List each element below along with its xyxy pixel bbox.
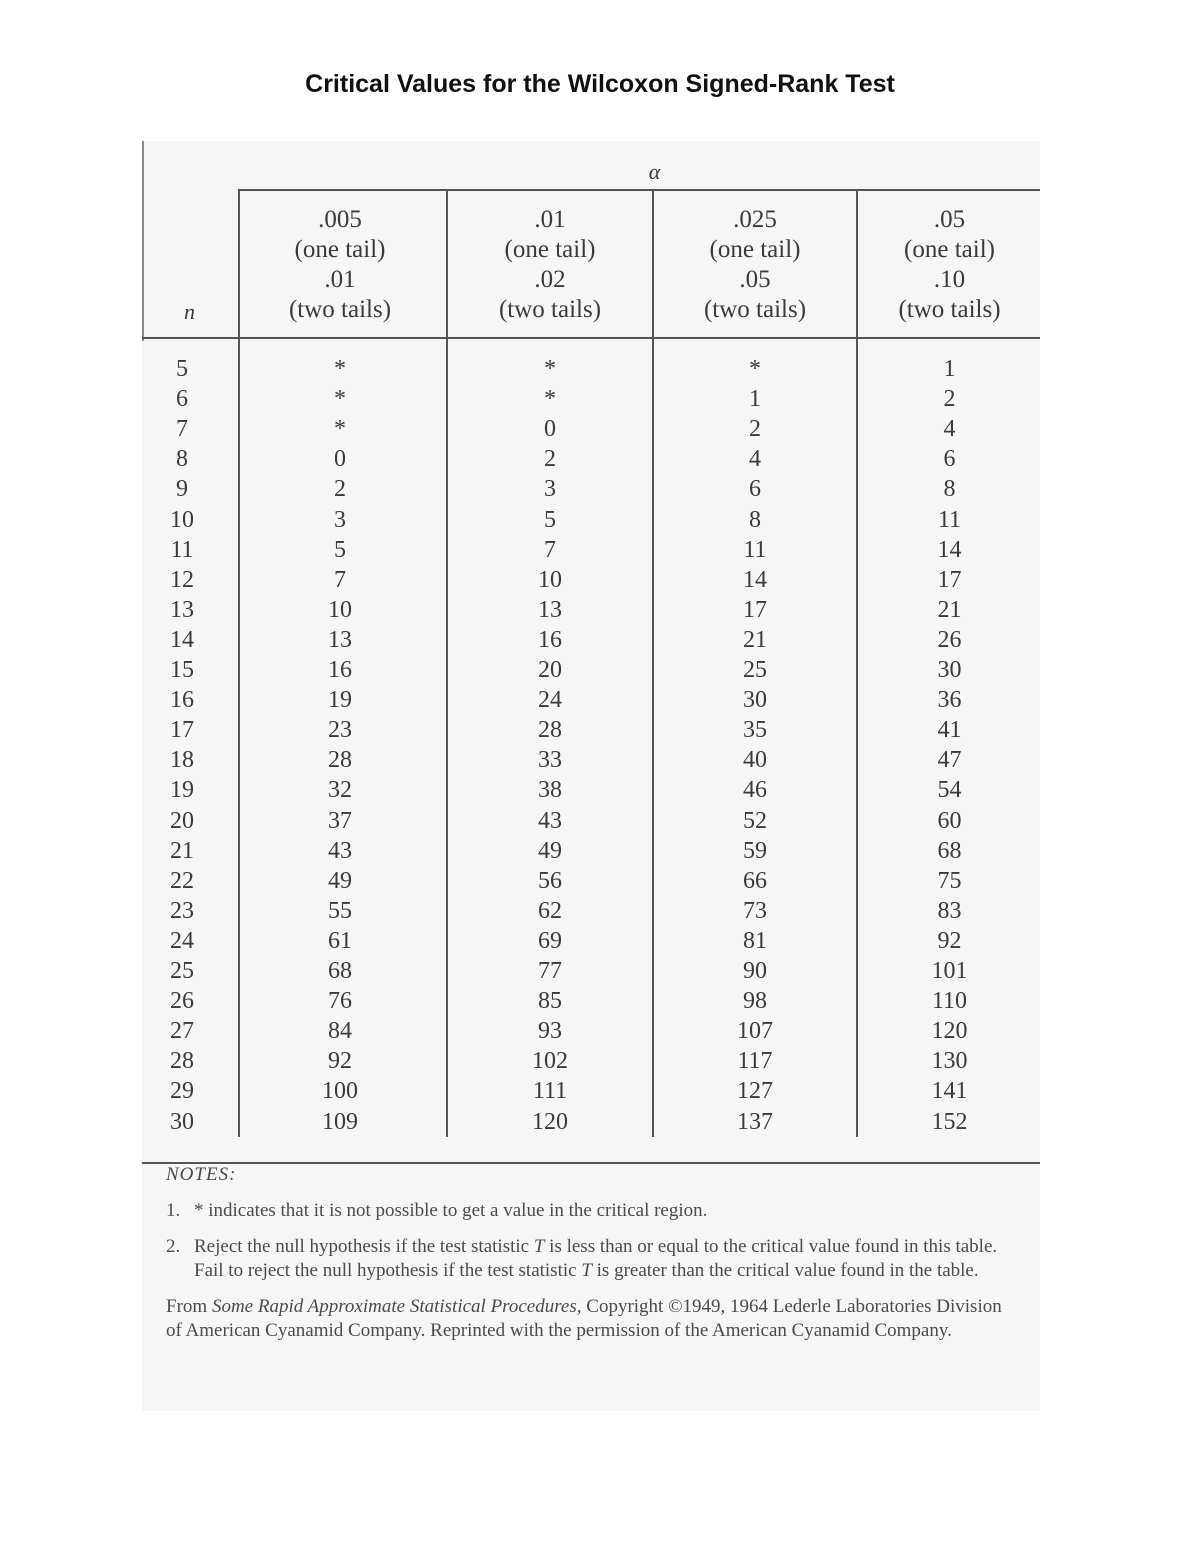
critical-value-cell: 92 <box>937 927 962 954</box>
critical-value-cell: 117 <box>737 1048 773 1075</box>
critical-value-cell: 30 <box>743 687 767 714</box>
critical-value-cell: 120 <box>931 1018 968 1045</box>
critical-value-cell: 8 <box>749 506 761 533</box>
table-row <box>142 354 1040 384</box>
note-text-part: Reject the null hypothesis if the test statistic <box>194 1236 534 1257</box>
critical-value-cell: 90 <box>743 958 767 984</box>
critical-value-cell: 13 <box>328 626 352 653</box>
critical-value-cell: 73 <box>743 897 767 924</box>
critical-value-cell: * <box>334 386 346 413</box>
critical-value-cell: 0 <box>334 446 346 473</box>
critical-value-cell: 32 <box>328 777 352 804</box>
n-value-cell: 8 <box>176 446 188 473</box>
table-row <box>142 474 1040 504</box>
table-row <box>142 1076 1040 1106</box>
critical-value-cell: 137 <box>737 1108 773 1135</box>
critical-value-cell: 2 <box>943 386 956 413</box>
critical-value-cell: 68 <box>937 837 962 864</box>
test-statistic-symbol: T <box>533 1236 545 1257</box>
critical-value-cell: 35 <box>743 717 767 744</box>
critical-value-cell: * <box>544 386 556 413</box>
critical-value-cell: 59 <box>743 837 767 864</box>
one-tail-value: .01 <box>534 206 566 233</box>
source-rest: Copyright ©1949, 1964 Lederle Laboratories Division of American Cyanamid Company. Reprinted with the permission of the American Cyanamid Company. <box>166 1296 1002 1341</box>
critical-value-cell: 43 <box>538 807 562 834</box>
critical-value-cell: 21 <box>937 596 962 623</box>
critical-value-cell: 93 <box>538 1018 562 1045</box>
column-header <box>859 205 1040 325</box>
note-item <box>166 1199 1016 1223</box>
note-text: * indicates that it is not possible to get a value in the critical region. <box>194 1200 708 1221</box>
critical-value-cell: 6 <box>749 476 761 503</box>
critical-value-cell: * <box>334 356 346 382</box>
table-row <box>142 866 1040 896</box>
n-value-cell: 6 <box>176 386 188 413</box>
note-text-part: is greater than the critical value found in the table. <box>591 1260 979 1281</box>
table-row <box>142 685 1040 715</box>
critical-value-cell: 28 <box>328 747 352 774</box>
table-row <box>142 956 1040 986</box>
column-header <box>653 205 857 325</box>
n-value-cell: 29 <box>170 1078 194 1105</box>
notes-section <box>166 1163 1016 1343</box>
table-row <box>142 1107 1040 1137</box>
critical-value-cell: 13 <box>538 596 562 623</box>
critical-value-cell: 20 <box>538 657 562 683</box>
critical-value-cell: 19 <box>328 687 352 714</box>
source-prefix: From <box>166 1296 212 1317</box>
table-scan <box>142 141 1040 1411</box>
critical-value-cell: 30 <box>937 657 962 683</box>
critical-value-cell: 2 <box>544 446 556 473</box>
critical-value-cell: 109 <box>322 1108 358 1135</box>
column-header <box>238 205 442 325</box>
critical-value-cell: 141 <box>931 1078 968 1105</box>
n-value-cell: 9 <box>176 476 188 503</box>
two-tail-label: (two tails) <box>703 296 807 323</box>
critical-value-cell: 46 <box>743 777 767 804</box>
critical-value-cell: 69 <box>538 927 562 954</box>
critical-value-cell: 66 <box>743 867 767 894</box>
table-row <box>142 806 1040 836</box>
table-row <box>142 1016 1040 1046</box>
critical-value-cell: 127 <box>737 1078 773 1105</box>
table-row <box>142 1046 1040 1076</box>
critical-value-cell: 25 <box>743 657 767 683</box>
critical-value-cell: 130 <box>931 1048 968 1075</box>
critical-value-cell: 2 <box>334 476 346 503</box>
source-citation <box>166 1295 1016 1343</box>
critical-value-cell: 98 <box>743 988 767 1015</box>
n-value-cell: 16 <box>170 687 194 714</box>
two-tail-value: .05 <box>739 266 771 293</box>
table-row <box>142 505 1040 535</box>
critical-value-cell: 23 <box>328 717 352 744</box>
critical-value-cell: 16 <box>538 626 562 653</box>
table-row <box>142 565 1040 595</box>
table-row <box>142 775 1040 805</box>
one-tail-label: (one tail) <box>504 236 596 263</box>
n-value-cell: 18 <box>170 747 194 774</box>
critical-value-cell: 11 <box>743 536 767 563</box>
critical-value-cell: 56 <box>538 867 562 894</box>
critical-value-cell: 43 <box>328 837 352 864</box>
critical-value-cell: 11 <box>937 506 962 533</box>
critical-value-cell: 40 <box>743 747 767 774</box>
two-tail-label: (two tails) <box>898 296 1001 323</box>
n-value-cell: 26 <box>170 988 194 1015</box>
critical-value-cell: 55 <box>328 897 352 924</box>
critical-value-cell: 1 <box>943 356 956 382</box>
one-tail-value: .05 <box>933 206 966 233</box>
one-tail-value: .025 <box>733 206 777 233</box>
critical-value-cell: 37 <box>328 807 352 834</box>
critical-value-cell: 3 <box>334 506 346 533</box>
critical-value-cell: 100 <box>322 1078 358 1105</box>
test-statistic-symbol: T <box>581 1260 592 1281</box>
critical-value-cell: 16 <box>328 657 352 683</box>
one-tail-label: (one tail) <box>709 236 801 263</box>
critical-value-cell: 83 <box>937 897 962 924</box>
critical-value-cell: * <box>334 416 346 443</box>
critical-value-cell: 75 <box>937 867 962 894</box>
n-value-cell: 5 <box>176 356 188 382</box>
critical-value-cell: 8 <box>943 476 956 503</box>
n-value-cell: 17 <box>170 717 194 744</box>
two-tail-value: .02 <box>534 266 566 293</box>
critical-value-cell: 111 <box>532 1078 568 1105</box>
table-row <box>142 625 1040 655</box>
critical-value-cell: 92 <box>328 1048 352 1075</box>
critical-value-cell: 4 <box>749 446 761 473</box>
n-value-cell: 10 <box>170 506 194 533</box>
n-value-cell: 28 <box>170 1048 194 1075</box>
critical-value-cell: 24 <box>538 687 562 714</box>
critical-value-cell: 76 <box>328 988 352 1015</box>
n-value-cell: 20 <box>170 807 194 834</box>
one-tail-label: (one tail) <box>294 236 386 263</box>
n-value-cell: 24 <box>170 927 194 954</box>
notes-heading: NOTES: <box>166 1164 237 1185</box>
table-row <box>142 926 1040 956</box>
critical-value-cell: 61 <box>328 927 352 954</box>
n-value-cell: 25 <box>170 958 194 984</box>
critical-value-cell: 152 <box>931 1108 968 1135</box>
critical-value-cell: * <box>749 356 761 382</box>
critical-value-cell: 52 <box>743 807 767 834</box>
critical-value-cell: 62 <box>538 897 562 924</box>
critical-value-cell: 7 <box>334 566 346 593</box>
critical-value-cell: 60 <box>937 807 962 834</box>
critical-value-cell: 0 <box>544 416 556 443</box>
critical-value-cell: 68 <box>328 958 352 984</box>
note-item <box>166 1235 1016 1283</box>
critical-value-cell: 81 <box>743 927 767 954</box>
critical-value-cell: 21 <box>743 626 767 653</box>
n-header: n <box>184 299 195 324</box>
critical-value-cell: 1 <box>749 386 761 413</box>
critical-value-cell: 101 <box>931 958 968 984</box>
alpha-rule <box>238 189 1040 191</box>
page-title: Critical Values for the Wilcoxon Signed-Rank Test <box>305 70 895 98</box>
critical-value-cell: 36 <box>937 687 962 714</box>
alpha-symbol: α <box>648 159 661 184</box>
table-row <box>142 655 1040 685</box>
critical-value-cell: 10 <box>538 566 562 593</box>
note-text-part: is less than or equal to the critical value found in this table. Fail to reject the null hypothesis if the test statistic <box>194 1236 998 1281</box>
table-row <box>142 414 1040 444</box>
n-value-cell: 7 <box>176 416 188 443</box>
critical-value-cell: 7 <box>544 536 556 563</box>
n-value-cell: 19 <box>170 777 194 804</box>
note-number: 2. <box>166 1236 181 1257</box>
critical-value-cell: 26 <box>937 626 962 653</box>
critical-value-cell: 17 <box>743 596 767 623</box>
critical-value-cell: 10 <box>328 596 352 623</box>
table-row <box>142 715 1040 745</box>
n-value-cell: 21 <box>170 837 194 864</box>
n-value-cell: 14 <box>170 626 194 653</box>
one-tail-label: (one tail) <box>904 236 995 263</box>
one-tail-value: .005 <box>318 206 362 233</box>
table-row <box>142 595 1040 625</box>
n-value-cell: 23 <box>170 897 194 924</box>
critical-value-cell: * <box>544 356 556 382</box>
critical-value-cell: 28 <box>538 717 562 744</box>
critical-value-cell: 102 <box>532 1048 568 1075</box>
table-row <box>142 535 1040 565</box>
critical-value-cell: 6 <box>943 446 956 473</box>
critical-value-cell: 49 <box>328 867 352 894</box>
n-value-cell: 12 <box>170 566 194 593</box>
critical-value-cell: 49 <box>538 837 562 864</box>
critical-value-cell: 17 <box>937 566 962 593</box>
critical-value-cell: 54 <box>937 777 962 804</box>
critical-value-cell: 14 <box>743 566 767 593</box>
critical-value-cell: 14 <box>937 536 962 563</box>
note-text <box>194 1235 1016 1283</box>
critical-value-cell: 5 <box>544 506 556 533</box>
two-tail-value: .10 <box>933 266 966 293</box>
two-tail-label: (two tails) <box>498 296 602 323</box>
table-row <box>142 745 1040 775</box>
table-row <box>142 384 1040 414</box>
table-row <box>142 896 1040 926</box>
n-value-cell: 13 <box>170 596 194 623</box>
critical-value-cell: 120 <box>532 1108 568 1135</box>
critical-value-cell: 77 <box>538 958 562 984</box>
critical-value-cell: 47 <box>937 747 962 774</box>
critical-value-cell: 41 <box>937 717 962 744</box>
critical-value-cell: 4 <box>943 416 956 443</box>
n-value-cell: 15 <box>170 657 194 683</box>
n-value-cell: 27 <box>170 1018 194 1045</box>
note-number: 1. <box>166 1200 181 1221</box>
critical-value-cell: 84 <box>328 1018 352 1045</box>
critical-value-cell: 110 <box>931 988 968 1015</box>
header-rule <box>142 337 1040 339</box>
critical-value-cell: 85 <box>538 988 562 1015</box>
critical-value-cell: 3 <box>544 476 556 503</box>
critical-value-cell: 33 <box>538 747 562 774</box>
two-tail-label: (two tails) <box>288 296 392 323</box>
table-row <box>142 986 1040 1016</box>
critical-value-cell: 38 <box>538 777 562 804</box>
two-tail-value: .01 <box>324 266 356 293</box>
table-row <box>142 444 1040 474</box>
source-title: Some Rapid Approximate Statistical Procedures, <box>211 1296 582 1317</box>
n-value-cell: 30 <box>170 1108 194 1135</box>
column-header <box>448 205 652 325</box>
critical-value-cell: 2 <box>749 416 761 443</box>
n-value-cell: 11 <box>170 536 194 563</box>
critical-value-cell: 107 <box>737 1018 773 1045</box>
critical-value-cell: 5 <box>334 536 346 563</box>
n-value-cell: 22 <box>170 867 194 894</box>
table-row <box>142 836 1040 866</box>
